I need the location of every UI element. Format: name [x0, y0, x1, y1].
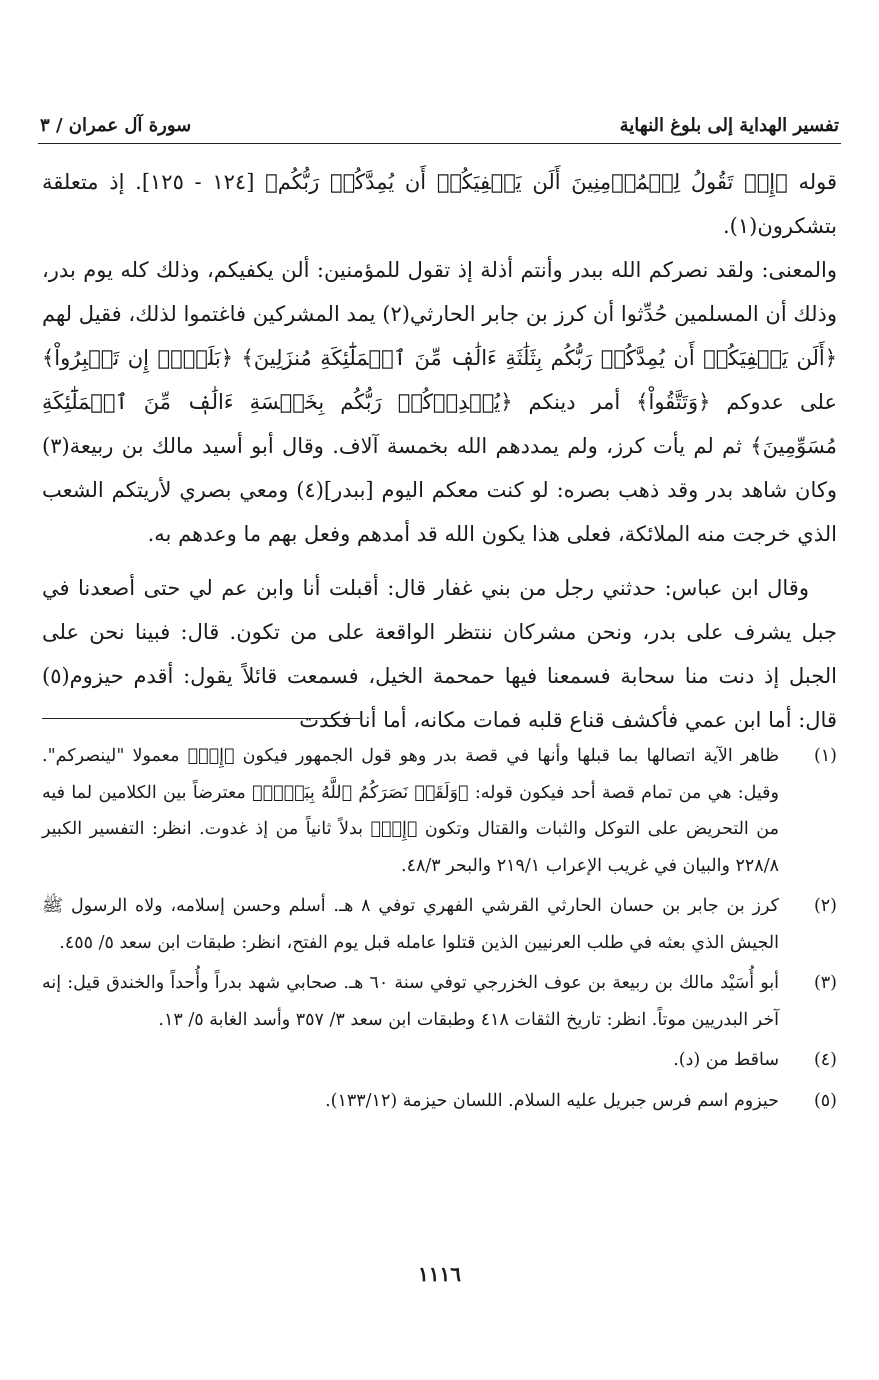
book-title: تفسير الهداية إلى بلوغ النهاية: [619, 115, 839, 136]
footnote-number: (٥): [813, 1090, 837, 1111]
footnote-text: ساقط من (د).: [673, 1050, 779, 1070]
paragraph-1: قوله ﴿إِذۡ تَقُولُ لِلۡمُؤۡمِنِينَ أَلَن يَكۡفِيَكُمۡ أَن يُمِدَّكُمۡ رَبُّكُم﴾ [١٢٤ - ١٢٥]. إذ متعلقة بتشكرون(١).: [42, 170, 837, 238]
footnote: [42, 1042, 837, 1079]
main-text: [42, 160, 837, 742]
paragraph-2: والمعنى: ولقد نصركم الله ببدر وأنتم أذلة إذ تقول للمؤمنين: ألن يكفيكم، وذلك كله يوم بدر، وذلك أن المسلمين حُدِّثوا أن كرز بن جابر الحارثي(٢) يمد المشركين فاغتموا لذلك، فقيل لهم ﴿أَلَن يَكۡفِيَكُمۡ أَن يُمِدَّكُمۡ رَبُّكُم بِثَلَٰثَةِ ءَالَٰفٖ مِّنَ ٱلۡمَلَٰٓئِكَةِ مُنزَلِينَ﴾ ﴿بَلَىٰٓۚ إِن تَصۡبِرُواْ﴾ على عدوكم ﴿وَتَتَّقُواْ﴾ أمر دينكم ﴿يُمۡدِدۡكُمۡ رَبُّكُم بِخَمۡسَةِ ءَالَٰفٖ مِّنَ ٱلۡمَلَٰٓئِكَةِ مُسَوِّمِينَ﴾ ثم لم يأت كرز، ولم يمددهم الله بخمسة آلاف. وقال أبو أسيد مالك بن ربيعة(٣) وكان شاهد بدر وقد ذهب بصره: لو كنت معكم اليوم [ببدر](٤) ومعي بصري لأريتكم الشعب الذي خرجت منه الملائكة، فعلى هذا يكون الله قد أمدهم وفعل بهم ما وعدهم به.: [42, 258, 837, 546]
footnote-number: (٢): [813, 896, 837, 916]
footnote-text: كرز بن جابر بن حسان الحارثي القرشي الفهري توفي ٨ هـ. أسلم وحسن إسلامه، ولاه الرسول ﷺ الجيش الذي بعثه في طلب العرنيين الذين قتلوا عامله قبل يوم الفتح، انظر: طبقات ابن سعد ٥/ ٤٥٥.: [42, 896, 779, 953]
footnote-text: أبو أُسَيْد مالك بن ربيعة بن عوف الخزرجي توفي سنة ٦٠ هـ. صحابي شهد بدراً وأُحداً والخندق قيل: إنه آخر البدريين موتاً. انظر: تاريخ الثقات ٤١٨ وطبقات ابن سعد ٣/ ٣٥٧ وأسد الغابة ٥/ ١٣.: [42, 973, 779, 1030]
footnote-text: ظاهر الآية اتصالها بما قبلها وأنها في قصة بدر وهو قول الجمهور فيكون ﴿إِذۡ﴾ معمولا "لينصركم". وقيل: هي من تمام قصة أحد فيكون قوله: ﴿وَلَقَدۡ نَصَرَكُمُ ٱللَّهُ بِبَدۡرٖ﴾ معترضاً بين الكلامين لما فيه من التحريض على التوكل والثبات والقتال وتكون ﴿إِذۡ﴾ بدلاً ثانياً من إذ غدوت. انظر: التفسير الكبير ٢٢٨/٨ والبيان في غريب الإعراب ٢١٩/١ والبحر ٤٨/٣.: [42, 746, 779, 876]
header-divider: [38, 143, 841, 144]
footnote-text: حيزوم اسم فرس جبريل عليه السلام. اللسان حيزمة (١٣٣/١٢).: [325, 1090, 779, 1111]
footnote: [42, 738, 837, 884]
footnote-divider: [42, 718, 360, 719]
footnote-number: (٤): [813, 1050, 837, 1070]
running-header: [40, 96, 839, 136]
footnote: [42, 888, 837, 961]
footnote: [42, 965, 837, 1038]
footnote-number: (٣): [813, 973, 837, 993]
footnote-number: (١): [813, 746, 837, 766]
page-number: ١١١٦: [418, 1262, 461, 1286]
paragraph-3: وقال ابن عباس: حدثني رجل من بني غفار قال: أقبلت أنا وابن عم لي حتى أصعدنا في جبل يشرف على بدر، ونحن مشركان ننتظر الواقعة على من تكون. قال: فبينا نحن على الجبل إذ دنت منا سحابة فسمعنا فيها حمحمة الخيل، فسمعت قائلاً يقول: أقدم حيزوم(٥) قال: أما ابن عمي فأكشف قناع قلبه فمات مكانه، أما أنا فكدت: [42, 576, 837, 732]
surah-reference: سورة آل عمران / ٣: [40, 115, 192, 136]
footnote: [42, 1083, 837, 1120]
footnotes: [42, 738, 837, 1123]
